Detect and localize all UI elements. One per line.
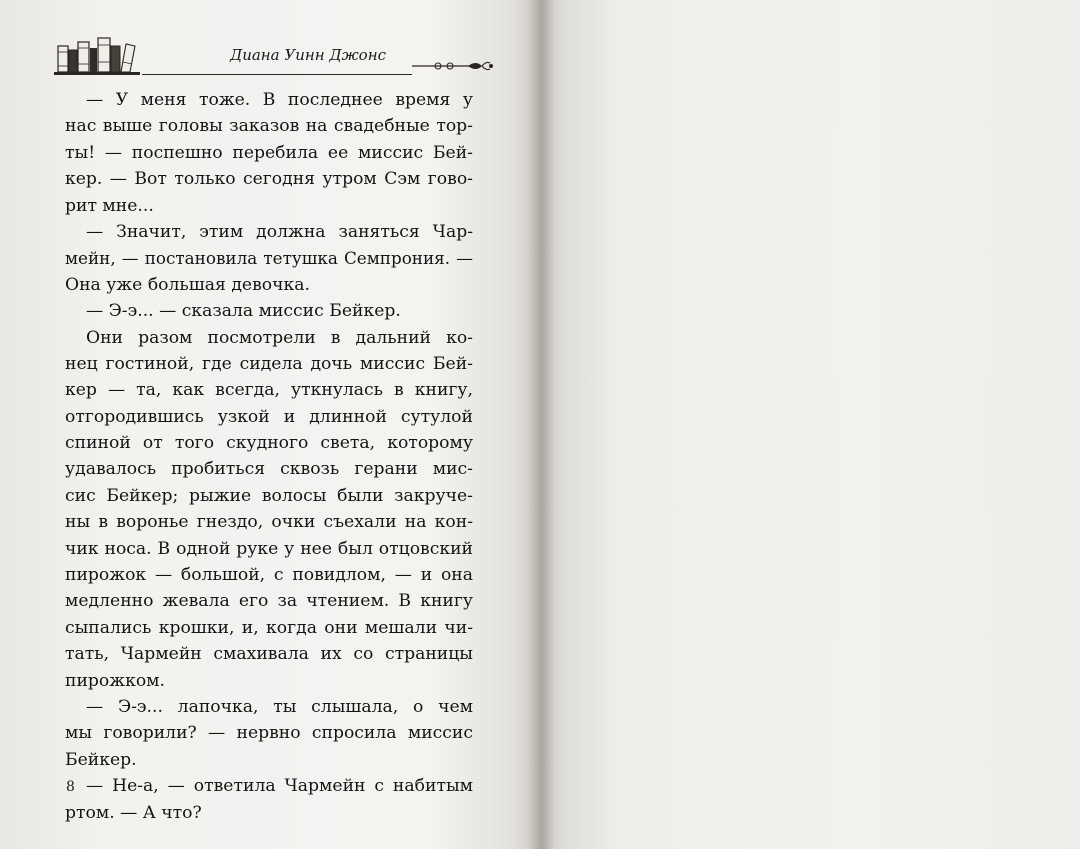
text-line: — Э-э... лапочка, ты слышала, о чем [86, 696, 473, 717]
text-line: ны в вороньe гнездо, очки съехали на кон- [65, 512, 473, 533]
text-line: мы говорили? — нервно спросила миссис [65, 723, 473, 744]
text-line: — Э-э... — сказала миссис Бейкер. [86, 301, 401, 322]
text-line: медленно жевала его за чтением. В книгу [65, 591, 473, 612]
page-number-left: 8 [66, 779, 75, 795]
ornament-flourish-icon [412, 59, 494, 73]
text-line: нец гостиной, где сидела дочь миссис Бей- [65, 353, 473, 374]
text-line: пирожок — большой, с повидлом, — и она [65, 565, 473, 586]
text-line: кер. — Вот только сегодня утром Сэм гово- [65, 169, 473, 190]
text-line: сыпались крошки, и, когда они мешали чи- [65, 617, 473, 638]
text-line: — У меня тоже. В последнее время у [86, 90, 473, 110]
header-rule [142, 74, 412, 75]
text-line: мейн, — постановила тетушка Семпрония. — [65, 248, 473, 269]
text-line: удавалось пробиться сквозь герани мис- [65, 459, 473, 480]
text-line: — Значит, этим должна заняться Чар- [86, 221, 473, 242]
text-line: ртом. — А что? [65, 802, 202, 823]
text-line: кер — та, как всегда, уткнулась в книгу, [65, 380, 473, 401]
text-line: тать, Чармейн смахивала их со страницы [65, 644, 473, 665]
running-head-author: Диана Уинн Джонс [230, 46, 386, 64]
text-line: ты! — поспешно перебила ее миссис Бей- [65, 142, 473, 163]
text-line: чик носа. В одной руке у нее был отцовский [65, 538, 473, 559]
books-shelf-icon [52, 28, 142, 78]
text-line: сис Бейкер; рыжие волосы были закруче- [65, 485, 473, 506]
text-line: пирожком. [65, 670, 165, 691]
text-line: отгородившись узкой и длинной сутулой [65, 406, 473, 427]
left-page-text [65, 87, 473, 826]
text-line: Они разом посмотрели в дальний ко- [86, 327, 473, 348]
text-line: спиной от того скудного света, которому [65, 433, 473, 454]
text-line: рит мне... [65, 195, 154, 216]
text-line: Бейкер. [65, 749, 137, 770]
text-line: Она уже большая девочка. [65, 274, 310, 295]
text-line: нас выше головы заказов на свадебные тор- [65, 116, 473, 137]
left-page-header [52, 28, 492, 86]
text-line: — Не-а, — ответила Чармейн с набитым [86, 776, 473, 797]
right-page [540, 0, 1080, 849]
